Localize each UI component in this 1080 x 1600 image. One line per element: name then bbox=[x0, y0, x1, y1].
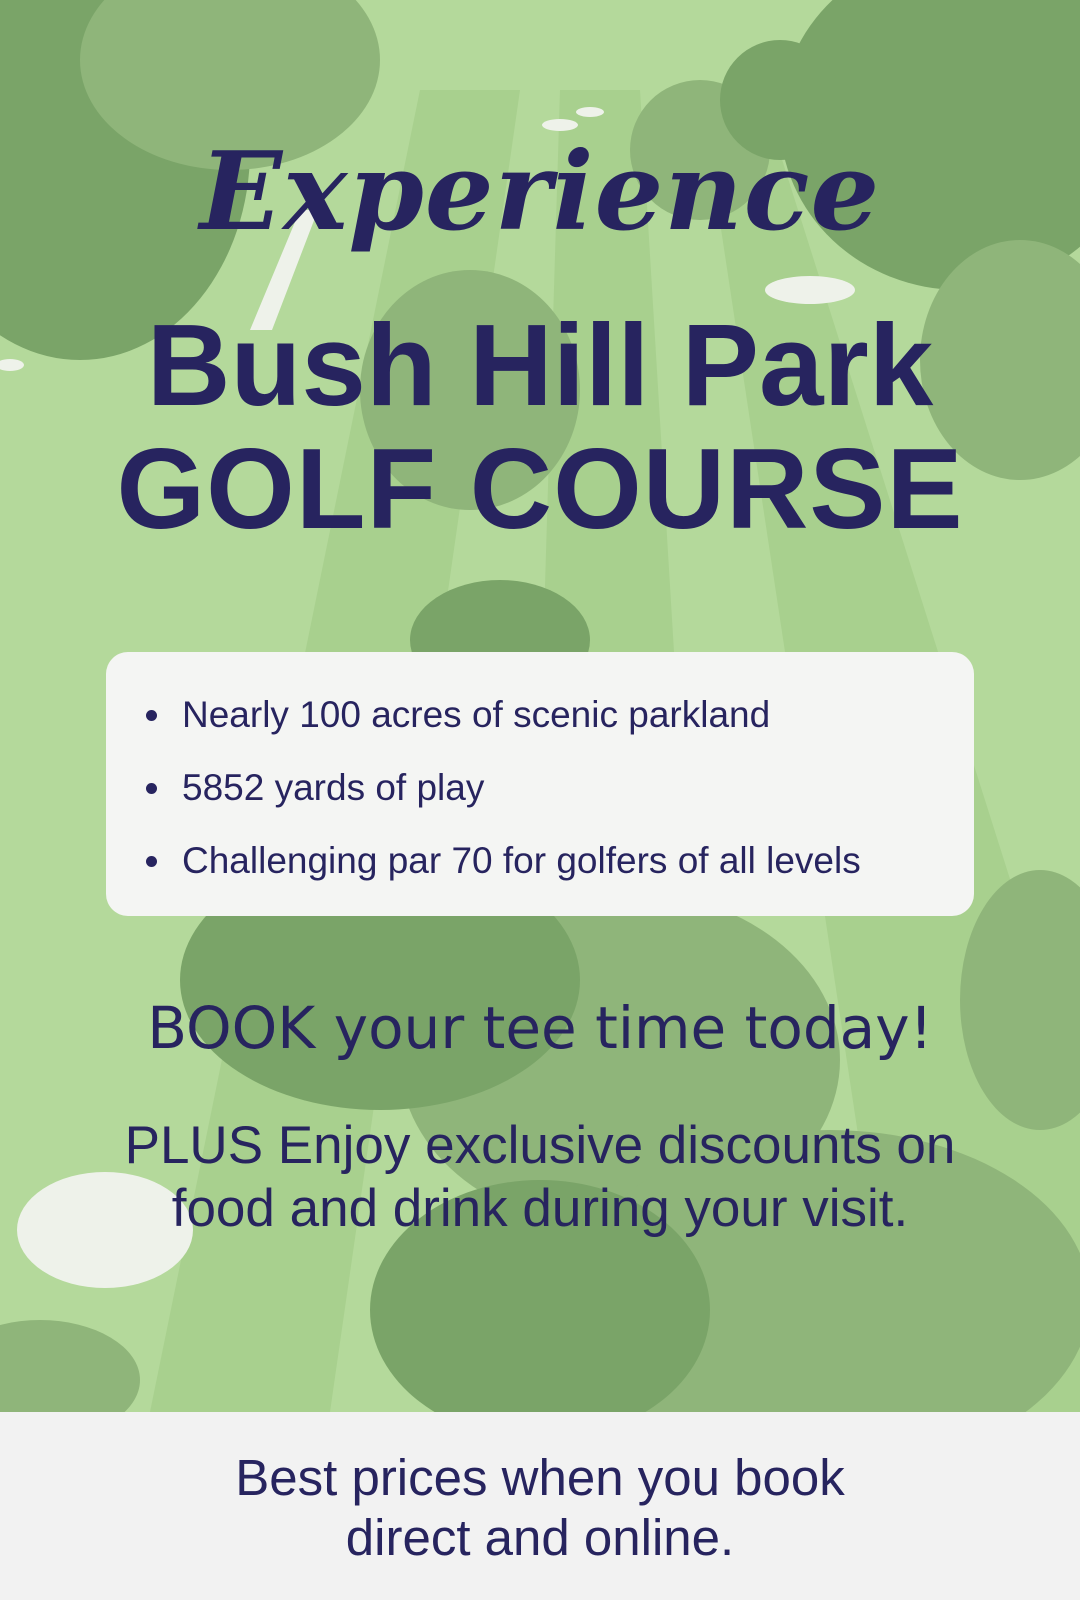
book-tee-time-text: BOOK your tee time today! bbox=[147, 994, 933, 1062]
headline-golf-course: GOLF COURSE bbox=[116, 426, 964, 553]
headline-course-name: Bush Hill Park bbox=[146, 300, 934, 430]
bullet-icon bbox=[146, 856, 157, 867]
features-list bbox=[142, 678, 974, 897]
footer-line-1: Best prices when you book bbox=[235, 1449, 845, 1506]
feature-item bbox=[142, 751, 974, 824]
footer-text bbox=[140, 1448, 940, 1568]
discount-line-2: food and drink during your visit. bbox=[171, 1179, 909, 1238]
footer-band bbox=[0, 1412, 1080, 1600]
discount-offer-text bbox=[90, 1114, 990, 1240]
feature-text: 5852 yards of play bbox=[182, 767, 485, 808]
feature-text: Nearly 100 acres of scenic parkland bbox=[182, 694, 771, 735]
discount-line-1: PLUS Enjoy exclusive discounts on bbox=[124, 1116, 956, 1175]
features-card bbox=[106, 652, 974, 916]
feature-item bbox=[142, 678, 974, 751]
feature-item bbox=[142, 824, 974, 897]
feature-text: Challenging par 70 for golfers of all levels bbox=[182, 840, 861, 881]
bullet-icon bbox=[146, 710, 157, 721]
bullet-icon bbox=[146, 783, 157, 794]
headline-experience: Experience bbox=[199, 129, 881, 255]
footer-line-2: direct and online. bbox=[345, 1509, 735, 1566]
